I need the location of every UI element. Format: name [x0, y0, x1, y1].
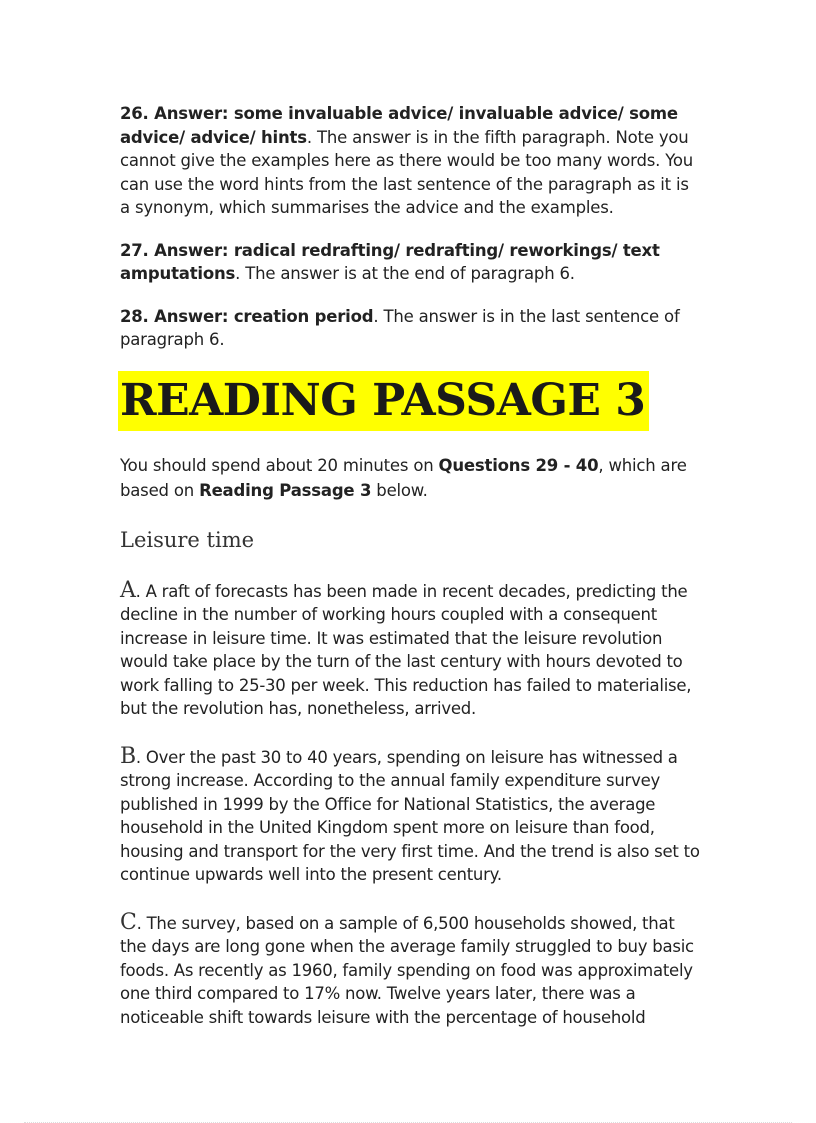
instructions-text: You should spend about 20 minutes on — [120, 455, 439, 475]
paragraph-letter: C — [120, 909, 137, 935]
answer-explanation: . The answer is in the last sentence of paragraph 6. — [120, 306, 680, 349]
answer-label: 26. Answer: some invaluable advice/ invaluable advice/ some advice/ advice/ hints — [120, 104, 678, 147]
paragraph-a — [120, 579, 700, 721]
passage-reference: Reading Passage 3 — [199, 480, 372, 500]
paragraph-b — [120, 745, 700, 887]
paragraph-letter: A — [120, 577, 136, 603]
instructions-text: , which are based on — [120, 455, 687, 500]
paragraph-text: . The survey, based on a sample of 6,500 households showed, that the days are long gone when the average family struggled to buy basic foods. As recently as 1960, family spending on food was approximately one third compared to 17% now. Twelve years later, there was a noticeable shift towards leisure with the percentage of household — [120, 913, 694, 1027]
passage-title: Leisure time — [120, 527, 255, 552]
paragraph-text: . A raft of forecasts has been made in recent decades, predicting the decline in the number of working hours coupled with a consequent increase in leisure time. It was estimated that the leisure revolution would take place by the turn of the last century with hours devoted to work falling to 25-30 per week. This reduction has failed to materialise, but the revolution has, nonetheless, arrived. — [120, 581, 692, 718]
section-title-wrapper — [118, 371, 700, 439]
instructions-text: below. — [371, 480, 428, 500]
paragraph-c — [120, 911, 700, 1030]
answer-explanation: . The answer is in the fifth paragraph. Note you cannot give the examples here as there would be too many words. You can use the word hints from the last sentence of the paragraph as it is a synonym, which summarises the advice and the examples. — [120, 127, 694, 217]
answer-label: 28. Answer: creation period — [120, 306, 374, 326]
answer-explanation: . The answer is at the end of paragraph 6. — [235, 264, 575, 283]
instructions — [120, 453, 700, 503]
answer-26 — [120, 102, 700, 220]
paragraph-text: . Over the past 30 to 40 years, spending on leisure has witnessed a strong increase. According to the annual family expenditure survey published in 1999 by the Office for National Statistics, the average household in the United Kingdom spent more on leisure than food, housing and transport for the very first time. And the trend is also set to continue upwards well into the present century. — [120, 747, 700, 884]
questions-range: Questions 29 - 40 — [438, 455, 599, 475]
answer-27 — [120, 239, 700, 286]
answer-28 — [120, 305, 700, 352]
paragraph-letter: B — [120, 743, 136, 769]
document-page — [120, 102, 700, 1029]
section-title: READING PASSAGE 3 — [118, 371, 649, 431]
answer-label: 27. Answer: radical redrafting/ redrafting/ reworkings/ text amputations — [120, 240, 660, 283]
